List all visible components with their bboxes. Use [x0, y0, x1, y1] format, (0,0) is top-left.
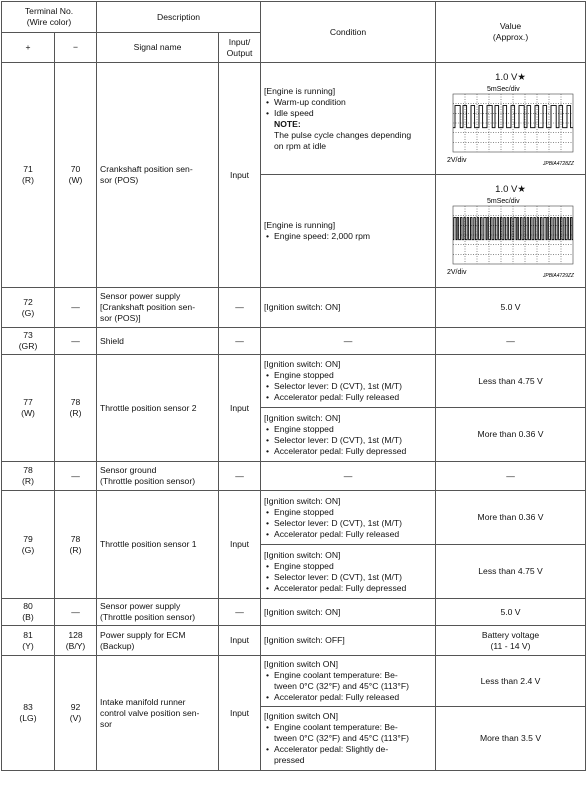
signal-name: Crankshaft position sen- sor (POS) — [97, 63, 219, 288]
condition-list — [264, 722, 432, 766]
condition-head: [Ignition switch: ON] — [264, 549, 341, 560]
condition-cell — [261, 491, 436, 545]
volts-label: 2V/div — [446, 156, 466, 164]
condition-item: • Accelerator pedal: Fully released — [264, 529, 432, 540]
condition-cell: [Ignition switch: OFF] — [261, 626, 436, 656]
condition-cell — [261, 175, 436, 288]
condition-item: • Engine stopped — [264, 424, 432, 435]
condition-item: • Engine coolant temperature: Be- tween 0°C (32°F) and 45°C (113°F) — [264, 722, 432, 744]
condition-item: • Idle speed — [264, 108, 432, 119]
value-cell: 5.0 V — [436, 599, 586, 626]
signal-name-header: Signal name — [97, 33, 219, 63]
io-type: Input — [219, 491, 261, 599]
waveform-graph — [447, 84, 575, 166]
note-text: The pulse cycle changes depending on rpm at idle — [274, 129, 412, 151]
io-type: Input — [219, 63, 261, 288]
timebase-label: 5mSec/div — [486, 198, 520, 205]
value-cell — [436, 175, 586, 288]
terminal-plus: 78 (R) — [2, 462, 55, 491]
condition-item: • Selector lever: D (CVT), 1st (M/T) — [264, 572, 432, 583]
condition-item: • Selector lever: D (CVT), 1st (M/T) — [264, 381, 432, 392]
condition-list — [264, 507, 432, 540]
condition-head: [Engine is running] — [264, 220, 336, 230]
plus-header: + — [2, 33, 55, 63]
condition-list — [264, 670, 432, 703]
condition-cell — [261, 408, 436, 462]
terminal-plus: 83 (LG) — [2, 656, 55, 771]
value-cell: — — [436, 328, 586, 355]
value-cell: — — [436, 462, 586, 491]
terminal-minus: 78 (R) — [55, 355, 97, 462]
value-cell — [436, 63, 586, 175]
signal-name: Power supply for ECM (Backup) — [97, 626, 219, 656]
table-row — [2, 63, 586, 175]
io-type: — — [219, 599, 261, 626]
condition-head: [Engine is running] — [264, 85, 336, 96]
terminal-minus: — — [55, 288, 97, 328]
table-row — [2, 355, 586, 408]
condition-cell — [261, 707, 436, 771]
condition-item: • Engine stopped — [264, 370, 432, 381]
condition-cell — [261, 355, 436, 408]
condition-list — [264, 370, 432, 403]
signal-name: Throttle position sensor 1 — [97, 491, 219, 599]
condition-head: [Ignition switch: ON] — [264, 412, 341, 423]
table-row — [2, 626, 586, 656]
value-header: Value (Approx.) — [436, 2, 586, 63]
terminal-minus: — — [55, 328, 97, 355]
condition-head: [Ignition switch: ON] — [264, 359, 341, 369]
condition-item: • Selector lever: D (CVT), 1st (M/T) — [264, 518, 432, 529]
io-type: Input — [219, 355, 261, 462]
terminal-minus: 78 (R) — [55, 491, 97, 599]
value-cell: More than 0.36 V — [436, 408, 586, 462]
table-row — [2, 491, 586, 545]
io-type: Input — [219, 626, 261, 656]
table-row — [2, 656, 586, 707]
condition-item: • Engine stopped — [264, 507, 432, 518]
figure-code: JPBIA4728ZZ — [542, 160, 574, 166]
condition-cell: [Ignition switch: ON] — [261, 599, 436, 626]
value-cell: Battery voltage (11 - 14 V) — [436, 626, 586, 656]
io-type: — — [219, 328, 261, 355]
waveform — [447, 184, 575, 278]
table-row — [2, 462, 586, 491]
condition-item: • Accelerator pedal: Fully depressed — [264, 583, 432, 594]
terminal-minus: — — [55, 599, 97, 626]
waveform — [447, 72, 575, 166]
waveform-graph — [447, 196, 575, 278]
io-type: — — [219, 288, 261, 328]
table-row — [2, 599, 586, 626]
timebase-label: 5mSec/div — [486, 85, 520, 93]
signal-name: Intake manifold runner control valve position sen- sor — [97, 656, 219, 771]
terminal-plus: 72 (G) — [2, 288, 55, 328]
signal-name: Sensor power supply (Throttle position sensor) — [97, 599, 219, 626]
condition-item: • Accelerator pedal: Fully released — [264, 692, 432, 703]
figure-code: JPBIA4729ZZ — [542, 273, 574, 278]
condition-list — [264, 231, 432, 242]
condition-cell — [261, 63, 436, 175]
waveform-value: 1.0 V★ — [495, 184, 526, 195]
value-cell: Less than 2.4 V — [436, 656, 586, 707]
condition-item: • Warm-up condition — [264, 97, 432, 108]
condition-head: [Ignition switch: ON] — [264, 495, 341, 506]
terminal-minus: 70 (W) — [55, 63, 97, 288]
condition-item: • Selector lever: D (CVT), 1st (M/T) — [264, 435, 432, 446]
table-row — [2, 288, 586, 328]
terminal-header: Terminal No. (Wire color) — [2, 2, 97, 33]
note-label: NOTE: — [274, 118, 301, 129]
value-cell: 5.0 V — [436, 288, 586, 328]
signal-name: Shield — [97, 328, 219, 355]
io-type: — — [219, 462, 261, 491]
condition-item: • Engine speed: 2,000 rpm — [264, 231, 432, 242]
value-cell: More than 0.36 V — [436, 491, 586, 545]
terminal-plus: 77 (W) — [2, 355, 55, 462]
minus-header: − — [55, 33, 97, 63]
waveform-value: 1.0 V★ — [495, 71, 526, 83]
io-header: Input/ Output — [219, 33, 261, 63]
condition-head: [Ignition switch ON] — [264, 659, 339, 669]
condition-item: • Accelerator pedal: Fully released — [264, 392, 432, 403]
header-row — [2, 2, 586, 33]
condition-item: • Accelerator pedal: Slightly de- pressed — [264, 744, 432, 766]
volts-label: 2V/div — [446, 269, 466, 276]
signal-name: Sensor ground (Throttle position sensor) — [97, 462, 219, 491]
condition-cell: — — [261, 462, 436, 491]
description-header: Description — [97, 2, 261, 33]
terminal-plus: 73 (GR) — [2, 328, 55, 355]
terminal-spec-table — [1, 1, 586, 771]
condition-cell — [261, 545, 436, 599]
condition-item: • Engine coolant temperature: Be- tween 0°C (32°F) and 45°C (113°F) — [264, 670, 432, 692]
terminal-minus: 92 (V) — [55, 656, 97, 771]
value-cell: Less than 4.75 V — [436, 545, 586, 599]
condition-list — [264, 424, 432, 457]
terminal-plus: 79 (G) — [2, 491, 55, 599]
terminal-minus: — — [55, 462, 97, 491]
table-row — [2, 328, 586, 355]
signal-name: Throttle position sensor 2 — [97, 355, 219, 462]
condition-cell: [Ignition switch: ON] — [261, 288, 436, 328]
condition-head: [Ignition switch ON] — [264, 711, 339, 721]
signal-name: Sensor power supply [Crankshaft position sen- sor (POS)] — [97, 288, 219, 328]
condition-header: Condition — [261, 2, 436, 63]
condition-list — [264, 97, 432, 119]
condition-list — [264, 561, 432, 594]
terminal-minus: 128 (B/Y) — [55, 626, 97, 656]
condition-item: • Accelerator pedal: Fully depressed — [264, 446, 432, 457]
terminal-plus: 71 (R) — [2, 63, 55, 288]
value-cell: Less than 4.75 V — [436, 355, 586, 408]
terminal-plus: 81 (Y) — [2, 626, 55, 656]
io-type: Input — [219, 656, 261, 771]
condition-cell — [261, 656, 436, 707]
terminal-plus: 80 (B) — [2, 599, 55, 626]
value-cell: More than 3.5 V — [436, 707, 586, 771]
condition-item: • Engine stopped — [264, 561, 432, 572]
condition-cell: — — [261, 328, 436, 355]
